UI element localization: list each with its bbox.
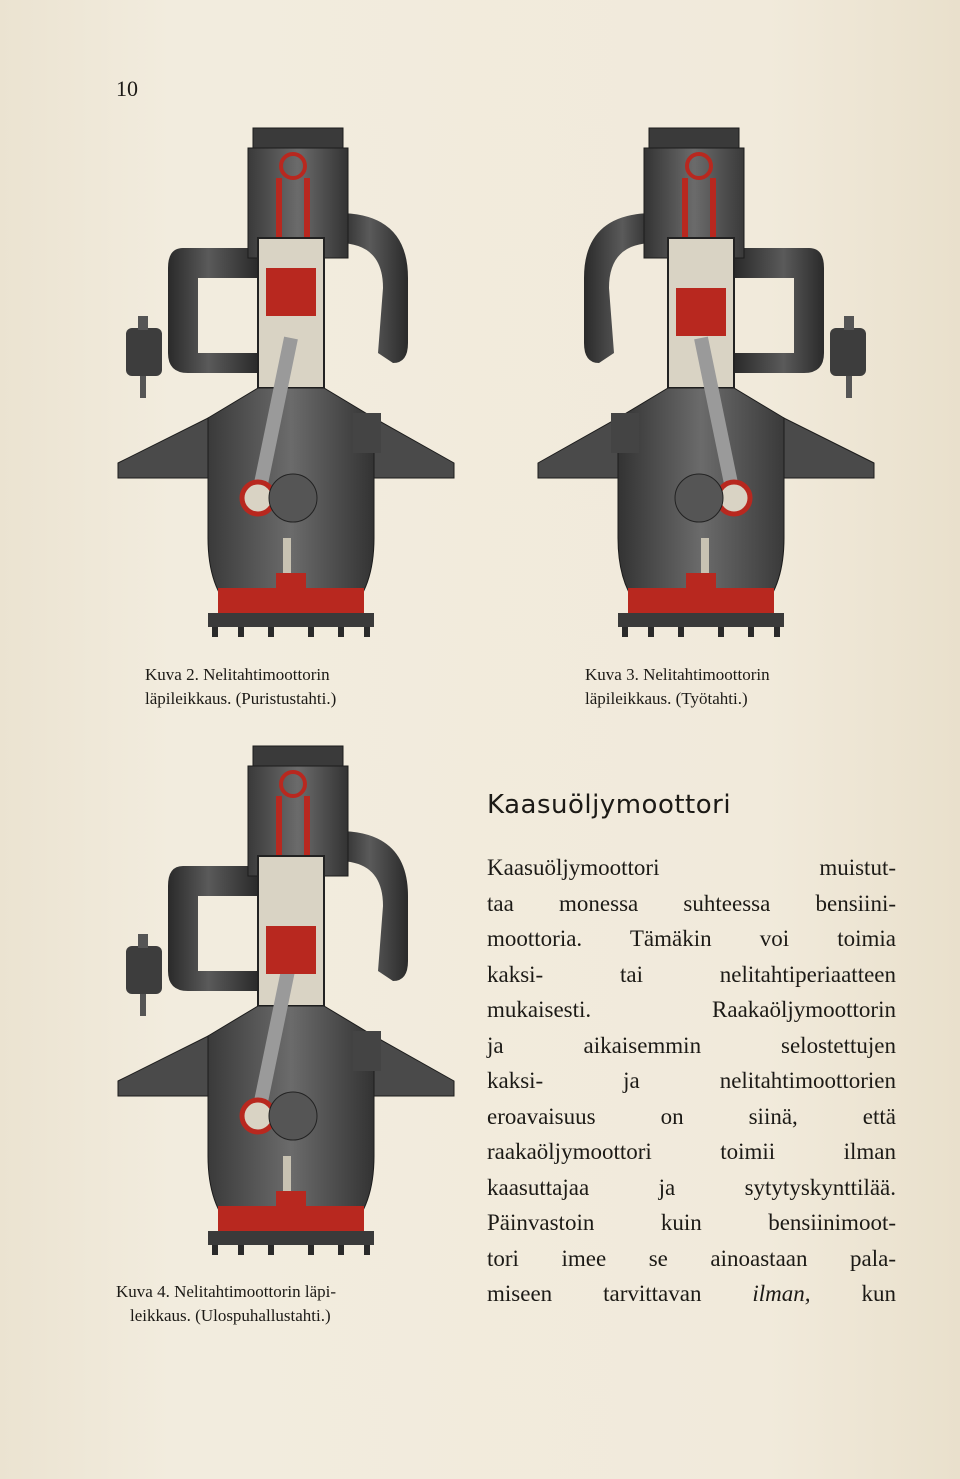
caption-line: läpileikkaus. (Puristustahti.) (145, 689, 337, 708)
text-line: tori imee se ainoastaan pala- (487, 1245, 896, 1271)
section-heading: Kaasuöljymoottori (487, 790, 732, 820)
engine-cutaway-figure-3 (528, 118, 884, 658)
caption-line: Kuva 4. Nelitahtimoottorin läpi- (116, 1282, 337, 1301)
piston (266, 268, 316, 316)
body-paragraph (487, 850, 896, 1312)
text-line: raakaöljymoottori toimii ilman (487, 1139, 896, 1164)
engine-cutaway-figure-4 (108, 736, 464, 1276)
caption-line: leikkaus. (Ulospuhallustahti.) (130, 1306, 331, 1325)
figure-4-caption (116, 1280, 476, 1328)
caption-line: Kuva 2. Nelitahtimoottorin (145, 665, 330, 684)
text-line: eroavaisuus on siinä, että (487, 1103, 896, 1129)
caption-line: Kuva 3. Nelitahtimoottorin (585, 665, 770, 684)
engine-illustration (528, 118, 884, 658)
figure-2-caption (145, 663, 475, 711)
engine-illustration (108, 118, 464, 658)
text-line: Päinvastoin kuin bensiinimoot- (487, 1210, 896, 1235)
text-line: moottoria. Tämäkin voi toimia (487, 926, 896, 951)
piston (676, 288, 726, 336)
text-segment: kun (810, 1281, 896, 1306)
text-line (487, 1276, 896, 1312)
page-number: 10 (116, 76, 138, 101)
text-line: taa monessa suhteessa bensiini- (487, 890, 896, 916)
italic-word: ilman, (752, 1281, 811, 1306)
text-line: kaasuttajaa ja sytytyskynttilää. (487, 1174, 896, 1200)
engine-illustration (108, 736, 464, 1276)
text-line: kaksi- tai nelitahtiperiaatteen (487, 961, 896, 987)
text-line: ja aikaisemmin selostettujen (487, 1032, 896, 1058)
text-line: Kaasuöljymoottori muistut- (487, 855, 896, 880)
text-line: kaksi- ja nelitahtimoottorien (487, 1068, 896, 1093)
text-segment: miseen tarvittavan (487, 1281, 753, 1306)
text-line: mukaisesti. Raakaöljymoottorin (487, 997, 896, 1022)
caption-line: läpileikkaus. (Työtahti.) (585, 689, 748, 708)
figure-3-caption (585, 663, 915, 711)
piston (266, 926, 316, 974)
engine-cutaway-figure-2 (108, 118, 464, 658)
